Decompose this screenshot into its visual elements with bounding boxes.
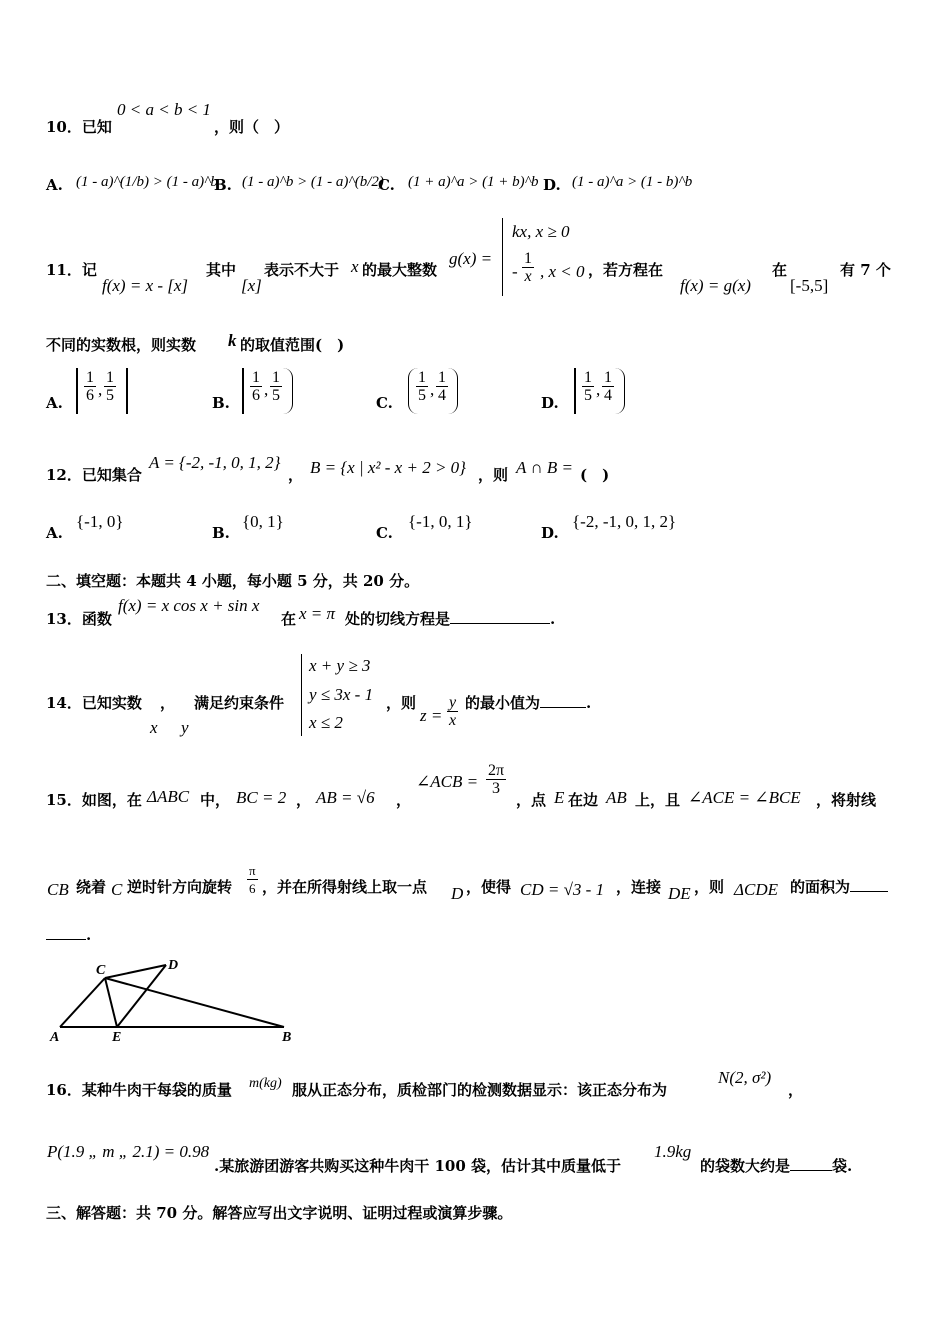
q15-p3: 上，且 — [635, 791, 681, 809]
q11-c-frac1: $\frac{1}{5}$ — [418, 369, 426, 404]
q12-option-a: {-1, 0} — [76, 512, 124, 531]
q15-cde: ΔCDE — [734, 880, 778, 899]
q14-tail: 的最小值为 . — [465, 694, 592, 712]
triangle-figure — [46, 955, 306, 1045]
q16-threshold: 1.9kg — [654, 1142, 692, 1161]
q12-intersection: A ∩ B = — [516, 458, 573, 477]
q11-d-frac1: $\frac{1}{5}$ — [584, 369, 592, 404]
q14-constraint-1: x + y ≥ 3 — [309, 656, 371, 675]
q14-constraint-2: y ≤ 3x - 1 — [309, 685, 374, 704]
q11-d-frac2: $\frac{1}{4}$ — [604, 369, 612, 404]
q14-x: x — [150, 718, 158, 737]
q11-c-frac2: $\frac{1}{4}$ — [438, 369, 446, 404]
q15-angle-ace: ∠ACE = ∠BCE — [688, 788, 801, 807]
q15-fraction: $\frac{2\pi}{3}$ — [488, 762, 505, 797]
q15-de: DE — [668, 884, 691, 903]
q15-end: . — [46, 926, 91, 944]
q14-y: y — [181, 718, 189, 737]
q14-brace — [301, 654, 306, 736]
q12-set-b: B = {x | x² - x + 2 > 0} — [310, 458, 466, 477]
q16-p2: .某旅游团游客共购买这种牛肉干 100 袋，估计其中质量低于 — [214, 1157, 621, 1175]
q15-rot-fraction: $\frac{\pi}{6}$ — [249, 863, 256, 896]
q12-set-a: A = {-2, -1, 0, 1, 2} — [149, 453, 281, 472]
q15-l2b: 逆时针方向旋转 — [127, 878, 233, 896]
q15-triangle: ΔABC — [147, 787, 190, 806]
q11-x: x — [351, 257, 359, 276]
q11-floor: [x] — [241, 276, 262, 295]
q15-answer-blank-2[interactable] — [46, 939, 86, 940]
q14-stem: 14．已知实数 — [46, 694, 142, 712]
q16-mass: m(kg) — [249, 1076, 282, 1091]
q15-ab: AB = √6 — [316, 788, 375, 807]
q15-answer-blank-1[interactable] — [850, 891, 888, 892]
q16-probability: P(1.9 „ m „ 2.1) = 0.98 — [47, 1142, 210, 1161]
q11-case2-minus: - — [512, 262, 518, 281]
q10-option-b: (1 - a)^b > (1 - a)^(b/2) — [242, 174, 384, 190]
q15-angle-acb: ∠ACB = — [416, 772, 479, 791]
q10-stem: 10．已知 — [46, 118, 112, 136]
q14-answer-blank[interactable] — [540, 707, 586, 708]
q11-part3: 表示不大于 — [264, 261, 340, 279]
q15-p1: ，点 — [516, 791, 547, 809]
q15-l2e: ，连接 — [616, 878, 662, 896]
q11-a-frac1: $\frac{1}{6}$ — [86, 369, 94, 404]
q13-answer-blank[interactable] — [450, 623, 550, 624]
q12-comma: ， — [288, 466, 304, 484]
q11-interval: [-5,5] — [790, 276, 829, 295]
q11-part4: 的最大整数 — [362, 261, 438, 279]
q16-distribution: N(2, σ²) — [718, 1068, 772, 1087]
q15-l2g: 的面积为 — [790, 876, 888, 897]
q11-case1: kx, x ≥ 0 — [512, 222, 570, 241]
q12-option-d-label: D. — [541, 524, 559, 542]
q11-g-def: g(x) = — [449, 249, 493, 268]
figure-label-a: A — [50, 1030, 60, 1045]
q12-option-a-label: A. — [46, 524, 63, 542]
q10-option-c-label: C. — [378, 176, 395, 194]
q14-comma: ， — [160, 694, 176, 712]
q12-stem: 12．已知集合 — [46, 466, 142, 484]
q11-k: k — [228, 331, 237, 350]
q10-condition: 0 < a < b < 1 — [117, 100, 211, 119]
q11-brace — [502, 218, 507, 296]
q16-p3: 的袋数大约是 袋. — [700, 1157, 853, 1175]
q15-l2d: ，使得 — [466, 878, 512, 896]
q14-z: z = — [420, 706, 443, 725]
q16-stem: 16．某种牛肉干每袋的质量 — [46, 1081, 232, 1099]
q16-comma: ， — [788, 1081, 804, 1099]
q11-equation: f(x) = g(x) — [680, 276, 751, 295]
q15-l2c: ，并在所得射线上取一点 — [262, 878, 428, 896]
q13-at: 在 — [281, 610, 297, 628]
q11-part2: 其中 — [206, 261, 237, 279]
q15-mid: 中， — [200, 791, 231, 809]
q15-cd: CD = √3 - 1 — [520, 880, 605, 899]
q11-case2: , x < 0 — [540, 262, 585, 281]
q15-l2f: ，则 — [694, 878, 725, 896]
q15-e: E — [554, 788, 565, 807]
q11-line2b: 的取值范围( ) — [240, 336, 345, 354]
figure-label-d: D — [168, 958, 179, 973]
q10-option-a: (1 - a)^(1/b) > (1 - a)^b — [76, 174, 218, 190]
q11-option-b-label: B. — [212, 394, 230, 412]
q14-fraction: $\frac{y}{x}$ — [449, 694, 457, 729]
q11-f-def: f(x) = x - [x] — [102, 276, 189, 295]
section-3-heading: 三、解答题：共 70 分。解答应写出文字说明、证明过程或演算步骤。 — [46, 1204, 513, 1222]
q15-p4: ，将射线 — [816, 791, 877, 809]
q15-d: D — [451, 884, 464, 903]
q11-part6: 在 — [772, 261, 788, 279]
q10-option-b-label: B. — [214, 176, 232, 194]
q14-then: ，则 — [386, 694, 417, 712]
q11-option-d-label: D. — [541, 394, 559, 412]
q13-point: x = π — [299, 604, 336, 623]
q12-option-d: {-2, -1, 0, 1, 2} — [572, 512, 677, 531]
q15-comma1: ， — [296, 791, 312, 809]
q12-tail: ，则 — [478, 466, 509, 484]
q11-part7: 有 7 个 — [840, 261, 891, 279]
q13-stem: 13．函数 — [46, 610, 112, 628]
q12-paren: ( ) — [580, 466, 610, 484]
figure-label-b: B — [282, 1030, 292, 1045]
q14-constraint-3: x ≤ 2 — [309, 713, 343, 732]
q10-option-d: (1 - a)^a > (1 - b)^b — [572, 174, 693, 190]
q12-option-c-label: C. — [376, 524, 393, 542]
q11-line2a: 不同的实数根，则实数 — [46, 336, 197, 354]
q15-stem: 15．如图，在 — [46, 791, 142, 809]
q11-part1: 11．记 — [46, 261, 97, 279]
q10-option-d-label: D. — [543, 176, 561, 194]
q11-b-frac2: $\frac{1}{5}$ — [272, 369, 280, 404]
q10-option-c: (1 + a)^a > (1 + b)^b — [408, 174, 539, 190]
q12-option-b: {0, 1} — [242, 512, 284, 531]
figure-label-c: C — [96, 963, 106, 978]
q15-c: C — [111, 880, 123, 899]
q11-a-frac2: $\frac{1}{5}$ — [106, 369, 114, 404]
figure-label-e: E — [112, 1030, 122, 1045]
q16-answer-blank[interactable] — [790, 1170, 832, 1171]
q11-option-a-label: A. — [46, 394, 63, 412]
q10-tail: ，则（ ） — [214, 118, 290, 136]
q10-option-a-label: A. — [46, 176, 63, 194]
q15-l2a: 绕着 — [76, 878, 107, 896]
q15-p2: 在边 — [568, 791, 599, 809]
q11-b-frac1: $\frac{1}{6}$ — [252, 369, 260, 404]
q13-tail: 处的切线方程是 . — [345, 610, 556, 628]
q14-condition-label: 满足约束条件 — [194, 694, 285, 712]
q15-cb: CB — [47, 880, 69, 899]
q13-function: f(x) = x cos x + sin x — [118, 596, 260, 615]
q15-bc: BC = 2 — [236, 788, 287, 807]
q12-option-b-label: B. — [212, 524, 230, 542]
section-2-heading: 二、填空题：本题共 4 小题，每小题 5 分，共 20 分。 — [46, 572, 420, 590]
q16-p1: 服从正态分布，质检部门的检测数据显示：该正态分布为 — [292, 1081, 668, 1099]
q11-part5: ，若方程在 — [588, 261, 664, 279]
q15-ab-label: AB — [606, 788, 627, 807]
q11-case2-fraction: $\frac{1}{x}$ — [524, 250, 532, 285]
q11-option-c-label: C. — [376, 394, 393, 412]
q15-comma2: ， — [396, 791, 412, 809]
q12-option-c: {-1, 0, 1} — [408, 512, 473, 531]
